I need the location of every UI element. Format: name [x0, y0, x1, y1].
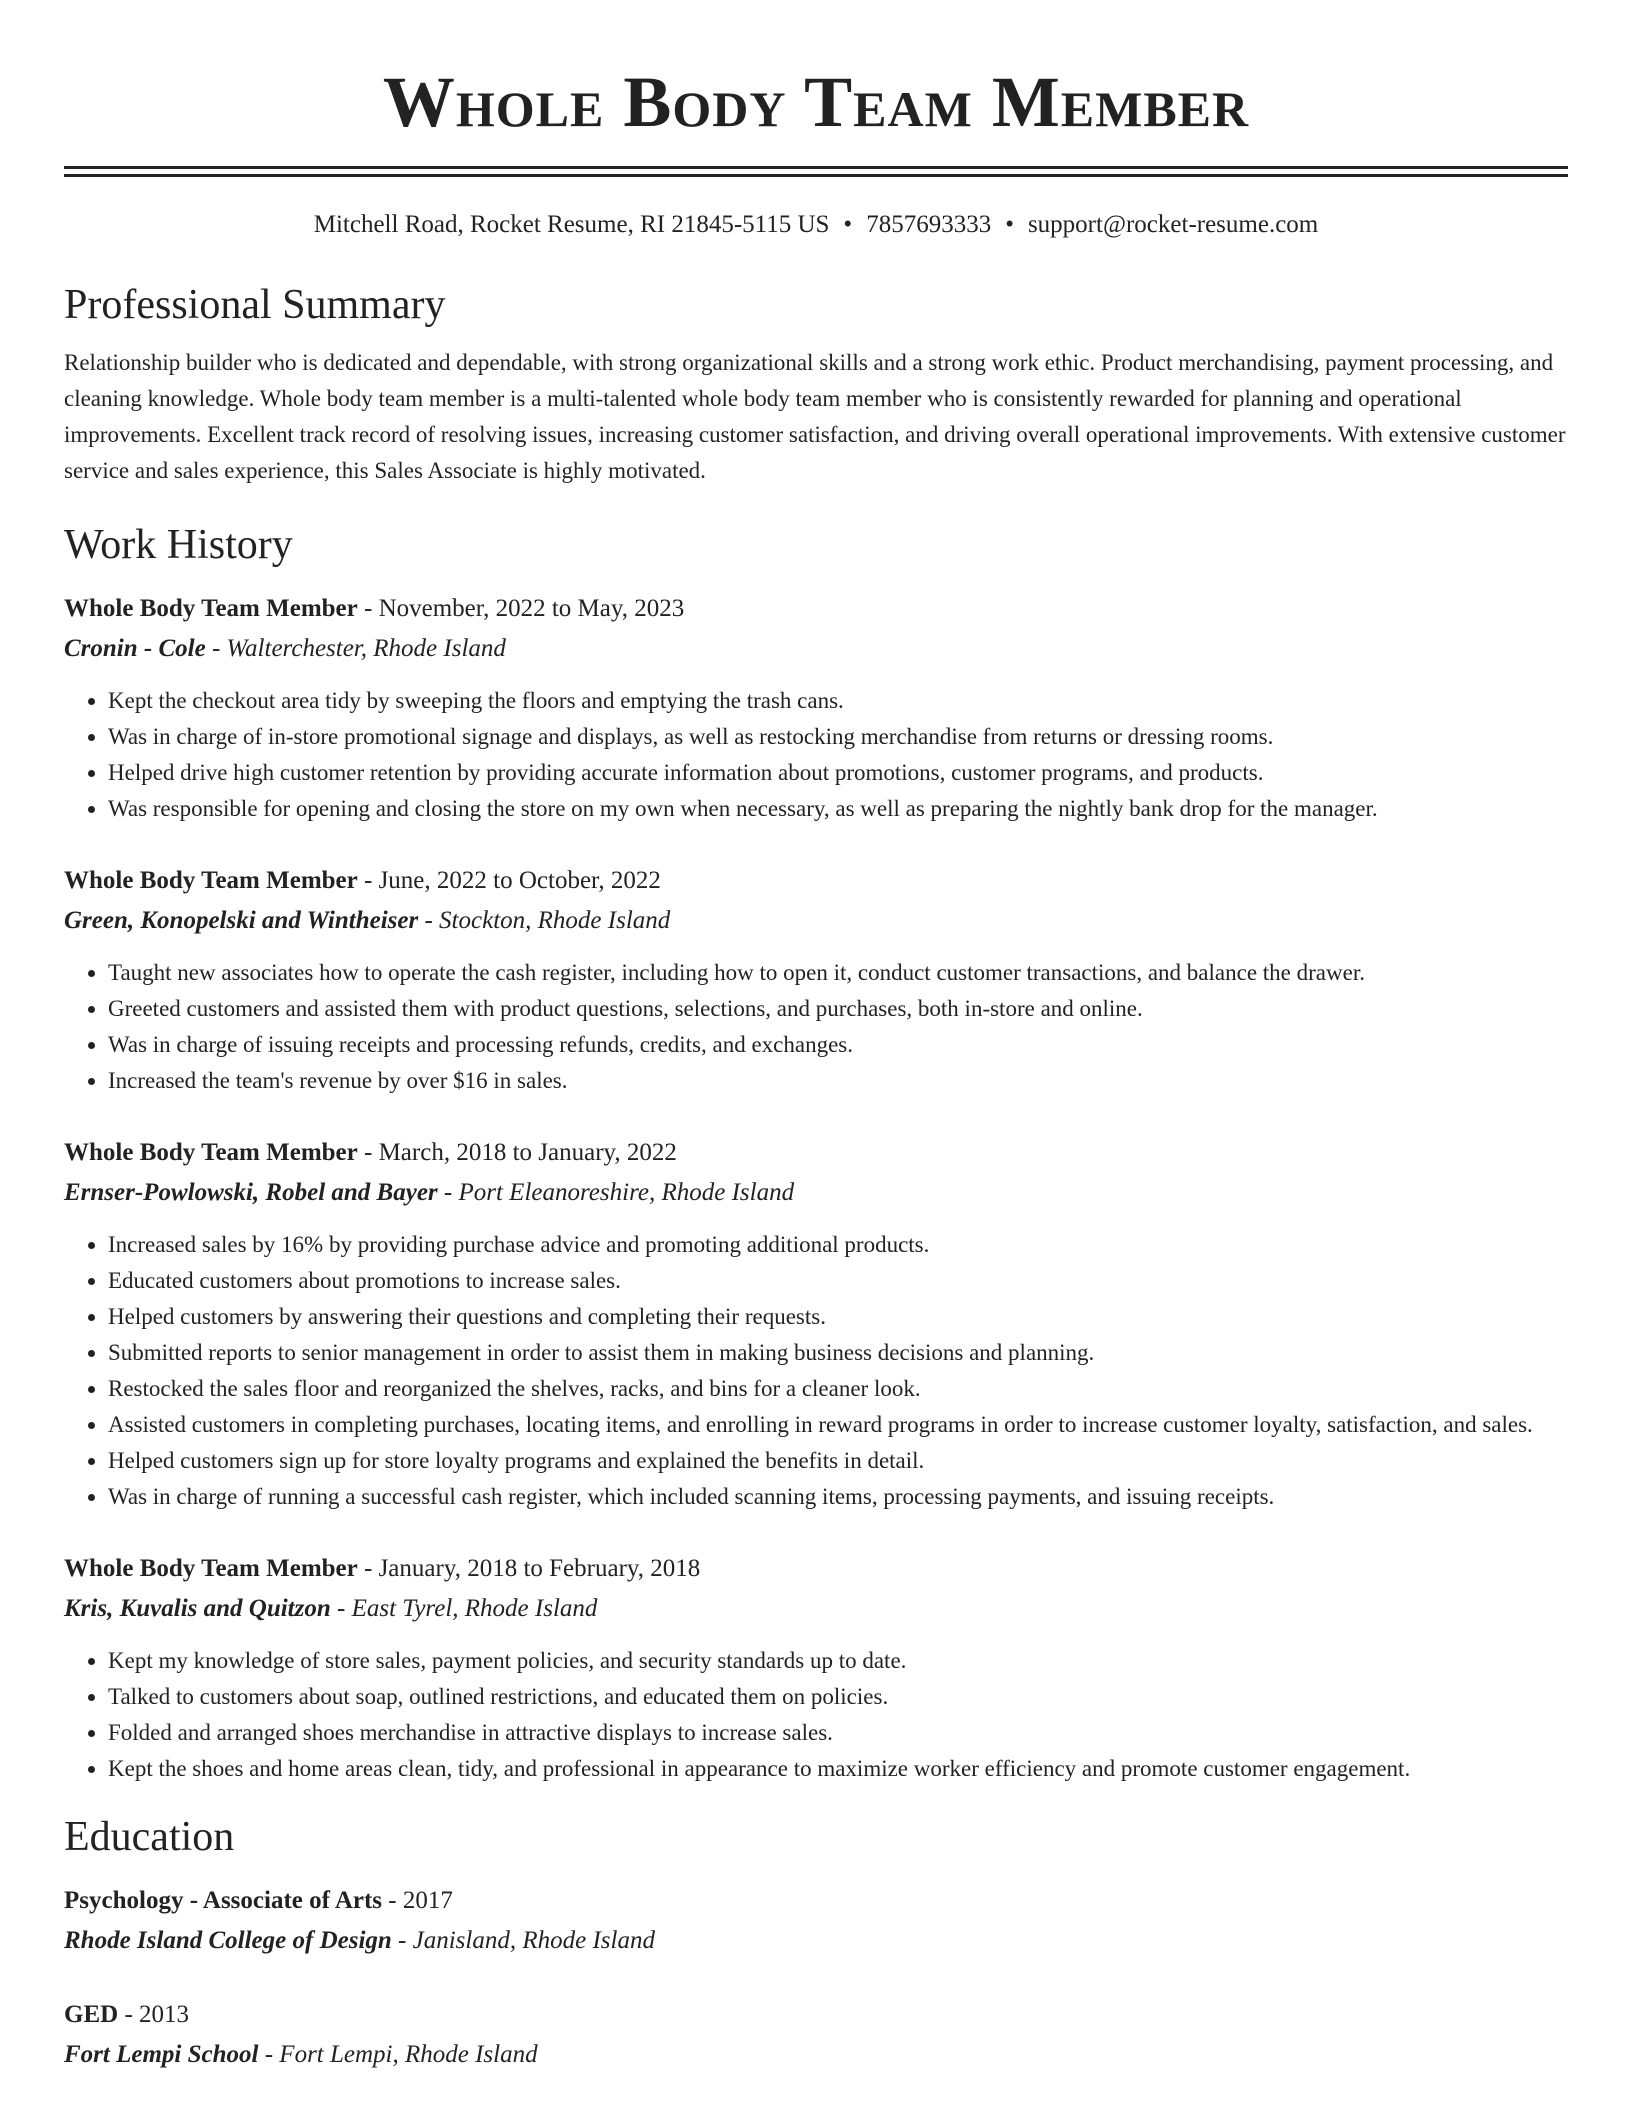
job-title-line	[64, 589, 1568, 629]
job-title: Whole Body Team Member	[64, 1555, 358, 1582]
education-degree-line	[64, 1995, 1568, 2035]
job-dates: - January, 2018 to February, 2018	[357, 1555, 701, 1582]
job-employer: Green, Konopelski and Wintheiser	[64, 907, 419, 934]
education-year: - 2017	[382, 1887, 453, 1914]
education-location: - Fort Lempi, Rhode Island	[258, 2041, 538, 2068]
job-title: Whole Body Team Member	[64, 595, 358, 622]
job-bullets	[64, 955, 1568, 1099]
job-entry	[64, 589, 1568, 827]
job-bullet: • Taught new associates how to operate the cash register, including how to open it, conduct customer transactions, and balance the drawer.	[108, 955, 1568, 991]
job-location: - Stockton, Rhode Island	[418, 907, 671, 934]
education-school: Fort Lempi School	[64, 2041, 259, 2068]
job-bullet: • Folded and arranged shoes merchandise in attractive displays to increase sales.	[108, 1715, 1568, 1751]
job-employer: Cronin - Cole	[64, 635, 206, 662]
job-employer-line	[64, 629, 1568, 669]
section-heading-education: Education	[64, 1814, 235, 1860]
job-bullet: • Was in charge of running a successful cash register, which included scanning items, processing payments, and issuing receipts.	[108, 1479, 1568, 1515]
job-bullet: • Was in charge of issuing receipts and processing refunds, credits, and exchanges.	[108, 1027, 1568, 1063]
education-degree: Psychology - Associate of Arts	[64, 1887, 383, 1914]
job-employer: Kris, Kuvalis and Quitzon	[64, 1595, 331, 1622]
job-bullet: • Restocked the sales floor and reorganized the shelves, racks, and bins for a cleaner look.	[108, 1371, 1568, 1407]
education-school-line	[64, 2035, 1568, 2075]
contact-separator: •	[1005, 211, 1014, 238]
education-location: - Janisland, Rhode Island	[391, 1927, 655, 1954]
section-heading-work-history: Work History	[64, 522, 293, 568]
job-employer-line	[64, 1173, 1568, 1213]
education-school-line	[64, 1921, 1568, 1961]
education-school: Rhode Island College of Design	[64, 1927, 392, 1954]
job-location: - Port Eleanoreshire, Rhode Island	[437, 1179, 795, 1206]
job-title: Whole Body Team Member	[64, 867, 358, 894]
job-bullet: • Submitted reports to senior management in order to assist them in making business decisions and planning.	[108, 1335, 1568, 1371]
contact-line	[64, 209, 1568, 241]
job-dates: - June, 2022 to October, 2022	[357, 867, 661, 894]
job-bullet: • Talked to customers about soap, outlined restrictions, and educated them on policies.	[108, 1679, 1568, 1715]
contact-email: support@rocket-resume.com	[1027, 211, 1319, 238]
job-bullets	[64, 1227, 1568, 1515]
job-bullet: • Increased the team's revenue by over $16 in sales.	[108, 1063, 1568, 1099]
contact-separator: •	[843, 211, 853, 238]
job-title-line	[64, 1549, 1568, 1589]
job-employer: Ernser-Powlowski, Robel and Bayer	[64, 1179, 438, 1206]
job-bullet: • Educated customers about promotions to increase sales.	[108, 1263, 1568, 1299]
job-bullet: • Was in charge of in-store promotional signage and displays, as well as restocking merchandise from returns or dressing rooms.	[108, 719, 1568, 755]
job-dates: - November, 2022 to May, 2023	[357, 595, 685, 622]
job-bullets	[64, 683, 1568, 827]
education-degree: GED	[64, 2001, 119, 2028]
education-degree-line	[64, 1881, 1568, 1921]
education-entry	[64, 1881, 1568, 1961]
job-location: - Walterchester, Rhode Island	[205, 635, 506, 662]
job-bullet: • Increased sales by 16% by providing purchase advice and promoting additional products.	[108, 1227, 1568, 1263]
job-entry	[64, 861, 1568, 1099]
contact-phone: 7857693333	[866, 211, 992, 238]
job-title: Whole Body Team Member	[64, 1139, 358, 1166]
education-entry	[64, 1995, 1568, 2075]
job-dates: - March, 2018 to January, 2022	[357, 1139, 677, 1166]
job-bullet: • Kept the shoes and home areas clean, tidy, and professional in appearance to maximize worker efficiency and promote customer engagement.	[108, 1751, 1568, 1787]
summary-text: Relationship builder who is dedicated and dependable, with strong organizational skills and a strong work ethic. Product merchandising, payment processing, and cleaning knowledge. Whole body team member is a multi-talented whole body team member who is consistently rewarded for planning and operational improvements. Excellent track record of resolving issues, increasing customer satisfaction, and driving overall operational improvements. With extensive customer service and sales experience, this Sales Associate is highly motivated.	[64, 350, 1566, 483]
job-bullets	[64, 1643, 1568, 1787]
job-bullet: • Helped customers by answering their questions and completing their requests.	[108, 1299, 1568, 1335]
job-title-line	[64, 861, 1568, 901]
job-bullet: • Greeted customers and assisted them with product questions, selections, and purchases, both in-store and online.	[108, 991, 1568, 1027]
section-heading-summary: Professional Summary	[64, 282, 446, 328]
contact-address: Mitchell Road, Rocket Resume, RI 21845-5115 US	[313, 211, 830, 238]
job-bullet: • Was responsible for opening and closing the store on my own when necessary, as well as preparing the nightly bank drop for the manager.	[108, 791, 1568, 827]
job-bullet: • Helped drive high customer retention by providing accurate information about promotions, customer programs, and products.	[108, 755, 1568, 791]
job-title-line	[64, 1133, 1568, 1173]
resume-name-title: Whole Body Team Member	[382, 62, 1250, 142]
job-bullet: • Helped customers sign up for store loyalty programs and explained the benefits in detail.	[108, 1443, 1568, 1479]
education-year: - 2013	[118, 2001, 190, 2028]
job-location: - East Tyrel, Rhode Island	[330, 1595, 598, 1622]
job-bullet: • Kept my knowledge of store sales, payment policies, and security standards up to date.	[108, 1643, 1568, 1679]
job-entry	[64, 1549, 1568, 1787]
title-double-rule	[64, 166, 1568, 177]
job-employer-line	[64, 1589, 1568, 1629]
job-bullet: • Assisted customers in completing purchases, locating items, and enrolling in reward programs in order to increase customer loyalty, satisfaction, and sales.	[108, 1407, 1568, 1443]
job-entry	[64, 1133, 1568, 1515]
job-bullet: • Kept the checkout area tidy by sweeping the floors and emptying the trash cans.	[108, 683, 1568, 719]
job-employer-line	[64, 901, 1568, 941]
